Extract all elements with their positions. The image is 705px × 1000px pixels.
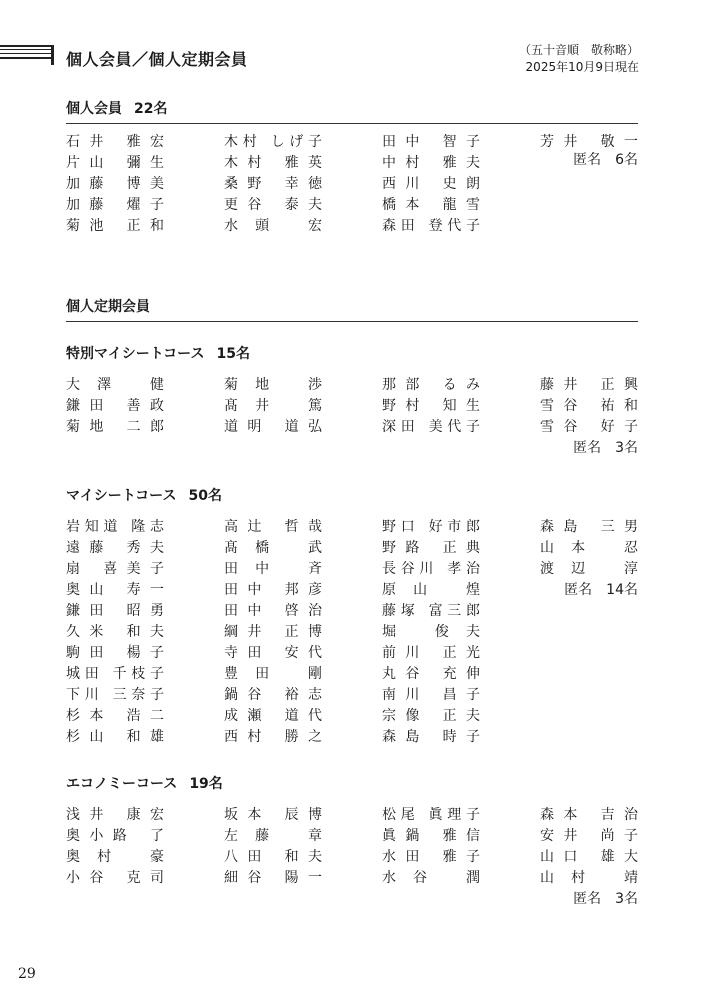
divider (66, 321, 638, 322)
name-cell (540, 727, 638, 748)
section-title: 個人会員 (66, 101, 122, 117)
name-cell (224, 664, 382, 685)
name-cell (224, 153, 382, 174)
name-cell (382, 868, 540, 889)
name-cell (66, 664, 224, 685)
name-cell (540, 538, 638, 559)
member-name: 菊池 正和 (66, 218, 164, 234)
name-grid (66, 805, 638, 889)
name-cell (66, 174, 224, 195)
name-row (66, 153, 638, 174)
name-cell (382, 706, 540, 727)
name-cell (382, 826, 540, 847)
member-name: 更谷 泰夫 (224, 197, 322, 213)
member-name: 菊地 二郎 (66, 419, 164, 435)
member-name: 森島 三男 (540, 519, 638, 535)
name-cell (224, 216, 382, 237)
name-cell (382, 216, 540, 237)
name-cell (540, 826, 638, 847)
name-cell (382, 538, 540, 559)
name-cell (224, 685, 382, 706)
member-name: 安井 尚子 (540, 828, 638, 844)
member-name: 前川 正光 (382, 645, 480, 661)
member-count: 19名 (189, 776, 223, 792)
name-grid (66, 517, 638, 748)
member-name: 鍋谷 裕志 (224, 687, 322, 703)
name-cell (382, 580, 540, 601)
member-name: 左藤 章 (224, 828, 322, 844)
name-cell (66, 643, 224, 664)
member-name: 藤井 正興 (540, 377, 638, 393)
individual-section (66, 97, 638, 237)
anonymous-count: 匿名 3名 (573, 891, 638, 907)
name-cell (540, 559, 638, 580)
name-row (66, 706, 638, 727)
name-row (66, 538, 638, 559)
name-row (66, 601, 638, 622)
member-name: 眞鍋 雅信 (382, 828, 480, 844)
member-name: 水頭 宏 (224, 218, 322, 234)
name-row (66, 664, 638, 685)
name-cell (382, 396, 540, 417)
member-name: 田中 邦彦 (224, 582, 322, 598)
section-title: 特別マイシートコース (66, 346, 205, 362)
section-title: エコノミーコース (66, 776, 178, 792)
name-cell (66, 153, 224, 174)
member-name: 小谷 克司 (66, 870, 164, 886)
name-row (66, 517, 638, 538)
section-heading (66, 342, 638, 366)
name-row (66, 559, 638, 580)
regular-section (66, 295, 638, 330)
member-name: 岩知道 隆志 (66, 519, 164, 535)
anonymous-count: 匿名 14名 (564, 582, 638, 598)
member-name: 田中 智子 (382, 134, 480, 150)
name-cell (382, 643, 540, 664)
member-name: 細谷 陽一 (224, 870, 322, 886)
member-name: 浅井 康宏 (66, 807, 164, 823)
divider (66, 123, 638, 124)
name-cell (224, 706, 382, 727)
section-heading (66, 484, 638, 508)
name-cell (224, 396, 382, 417)
name-cell (66, 132, 224, 153)
section-heading (66, 772, 638, 796)
member-name: 桑野 幸徳 (224, 176, 322, 192)
member-name: 山本 忍 (540, 540, 638, 556)
name-row (66, 805, 638, 826)
name-cell (540, 195, 638, 216)
name-cell (540, 601, 638, 622)
member-name: 森島 時子 (382, 729, 480, 745)
member-name: 坂本 辰博 (224, 807, 322, 823)
name-row (66, 826, 638, 847)
member-name: 加藤 博美 (66, 176, 164, 192)
member-count: 15名 (216, 346, 250, 362)
name-cell (382, 622, 540, 643)
member-name: 鎌田 昭勇 (66, 603, 164, 619)
name-cell (66, 417, 224, 438)
name-cell (224, 826, 382, 847)
name-row (66, 195, 638, 216)
name-cell (224, 517, 382, 538)
name-row (66, 847, 638, 868)
member-name: 雪谷 祐和 (540, 398, 638, 414)
name-cell (66, 601, 224, 622)
as-of-date: 2025年10月9日現在 (525, 60, 639, 74)
member-name: 道明 道弘 (224, 419, 322, 435)
name-cell (540, 174, 638, 195)
member-name: 橋本 龍雪 (382, 197, 480, 213)
name-cell (382, 153, 540, 174)
member-name: 宗像 正夫 (382, 708, 480, 724)
member-name: 深田 美代子 (382, 419, 480, 435)
name-cell (540, 417, 638, 438)
name-row (66, 643, 638, 664)
name-cell (382, 805, 540, 826)
name-cell (224, 868, 382, 889)
page-number: 29 (18, 966, 36, 982)
name-row (66, 375, 638, 396)
name-cell (540, 805, 638, 826)
page-title: 個人会員／個人定期会員 (66, 50, 248, 69)
name-row (66, 174, 638, 195)
name-grid (66, 132, 638, 237)
member-name: 中村 雅夫 (382, 155, 480, 171)
member-name: 石井 雅宏 (66, 134, 164, 150)
member-name: 水田 雅子 (382, 849, 480, 865)
name-row (66, 417, 638, 438)
name-cell (66, 216, 224, 237)
member-name: 寺田 安代 (224, 645, 322, 661)
member-name: 綱井 正博 (224, 624, 322, 640)
name-cell (224, 132, 382, 153)
name-cell (382, 847, 540, 868)
member-name: 野口 好市郎 (382, 519, 480, 535)
name-row (66, 868, 638, 889)
name-cell (224, 559, 382, 580)
economy-course-section (66, 772, 638, 907)
name-cell (224, 727, 382, 748)
name-cell (66, 517, 224, 538)
member-name: 大澤 健 (66, 377, 164, 393)
name-cell (540, 396, 638, 417)
name-row (66, 216, 638, 237)
name-cell (224, 601, 382, 622)
name-cell (224, 622, 382, 643)
member-name: 野路 正典 (382, 540, 480, 556)
member-name: 杉山 和雄 (66, 729, 164, 745)
name-row (66, 580, 638, 601)
member-name: 木村 雅英 (224, 155, 322, 171)
name-cell (224, 805, 382, 826)
section-heading (66, 97, 638, 121)
name-cell (224, 847, 382, 868)
member-name: 森田 登代子 (382, 218, 480, 234)
name-row (66, 622, 638, 643)
member-name: 髙橋 武 (224, 540, 322, 556)
member-name: 成瀬 道代 (224, 708, 322, 724)
name-cell (66, 622, 224, 643)
member-count: 50名 (188, 488, 222, 504)
name-cell (66, 195, 224, 216)
name-cell (540, 375, 638, 396)
member-name: 藤塚 富三郎 (382, 603, 480, 619)
member-name: 城田 千枝子 (66, 666, 164, 682)
name-cell (66, 538, 224, 559)
name-cell (224, 643, 382, 664)
member-name: 那部 るみ (382, 377, 480, 393)
anonymous-count: 匿名 3名 (573, 440, 638, 456)
member-count: 22名 (134, 101, 168, 117)
member-name: 西川 史朗 (382, 176, 480, 192)
member-name: 鎌田 善政 (66, 398, 164, 414)
member-name: 菊地 渉 (224, 377, 322, 393)
member-name: 南川 昌子 (382, 687, 480, 703)
name-cell (382, 685, 540, 706)
name-cell (540, 517, 638, 538)
member-name: 雪谷 好子 (540, 419, 638, 435)
name-cell (382, 727, 540, 748)
name-cell (382, 195, 540, 216)
sort-note: （五十音順 敬称略） (518, 43, 639, 57)
name-cell (382, 132, 540, 153)
name-row (66, 685, 638, 706)
section-title: 個人定期会員 (66, 299, 150, 315)
member-name: 奥村 豪 (66, 849, 164, 865)
name-row (66, 132, 638, 153)
name-cell (66, 375, 224, 396)
member-name: 髙井 篤 (224, 398, 322, 414)
member-name: 堀 俊夫 (382, 624, 480, 640)
member-name: 長谷川 孝治 (382, 561, 480, 577)
member-name: 高辻 哲哉 (224, 519, 322, 535)
member-name: 八田 和夫 (224, 849, 322, 865)
member-name: 奥山 寿一 (66, 582, 164, 598)
section-title: マイシートコース (66, 488, 177, 504)
name-cell (540, 685, 638, 706)
header-note (519, 42, 639, 76)
member-name: 松尾 眞理子 (382, 807, 480, 823)
member-name: 芳井 敬一 (540, 134, 638, 150)
name-cell (382, 517, 540, 538)
member-name: 扇 喜美子 (66, 561, 164, 577)
name-cell (66, 559, 224, 580)
name-cell (66, 868, 224, 889)
name-cell (66, 847, 224, 868)
name-cell (224, 580, 382, 601)
member-name: 駒田 楊子 (66, 645, 164, 661)
section-heading (66, 295, 638, 319)
name-cell (382, 174, 540, 195)
member-name: 丸谷 充伸 (382, 666, 480, 682)
name-cell (540, 643, 638, 664)
member-name: 加藤 燿子 (66, 197, 164, 213)
member-name: 遠藤 秀夫 (66, 540, 164, 556)
member-name: 原山 煌 (382, 582, 480, 598)
name-cell (540, 847, 638, 868)
member-name: 杉本 浩二 (66, 708, 164, 724)
name-cell (540, 664, 638, 685)
name-cell (224, 375, 382, 396)
name-cell (382, 601, 540, 622)
member-name: 水谷 潤 (382, 870, 480, 886)
name-grid (66, 375, 638, 438)
name-cell (382, 417, 540, 438)
name-cell (382, 664, 540, 685)
name-cell (66, 580, 224, 601)
name-cell (66, 706, 224, 727)
name-row (66, 396, 638, 417)
member-name: 下川 三奈子 (66, 687, 164, 703)
member-name: 田中 斉 (224, 561, 322, 577)
name-cell (66, 805, 224, 826)
member-name: 渡辺 淳 (540, 561, 638, 577)
name-cell (382, 375, 540, 396)
name-cell (66, 685, 224, 706)
member-name: 野村 知生 (382, 398, 480, 414)
name-cell (224, 417, 382, 438)
member-name: 山村 靖 (540, 870, 638, 886)
member-name: 片山 彌生 (66, 155, 164, 171)
member-name: 奥小路 了 (66, 828, 164, 844)
myseat-course-section (66, 484, 638, 748)
member-name: 田中 啓治 (224, 603, 322, 619)
header-ornament (0, 45, 54, 65)
name-cell (66, 727, 224, 748)
member-name: 西村 勝之 (224, 729, 322, 745)
name-cell (224, 174, 382, 195)
name-cell (66, 826, 224, 847)
member-name: 久米 和夫 (66, 624, 164, 640)
name-cell (224, 538, 382, 559)
member-name: 山口 雄大 (540, 849, 638, 865)
member-name: 豊田 剛 (224, 666, 322, 682)
special-course-section (66, 342, 638, 456)
name-cell (382, 559, 540, 580)
name-cell (66, 396, 224, 417)
name-cell (540, 622, 638, 643)
name-cell (540, 216, 638, 237)
name-cell (224, 195, 382, 216)
name-row (66, 727, 638, 748)
member-name: 森本 吉治 (540, 807, 638, 823)
member-name: 木村 しげ子 (224, 134, 322, 150)
name-cell (540, 706, 638, 727)
anonymous-count: 匿名 6名 (573, 152, 638, 168)
name-cell (540, 868, 638, 889)
